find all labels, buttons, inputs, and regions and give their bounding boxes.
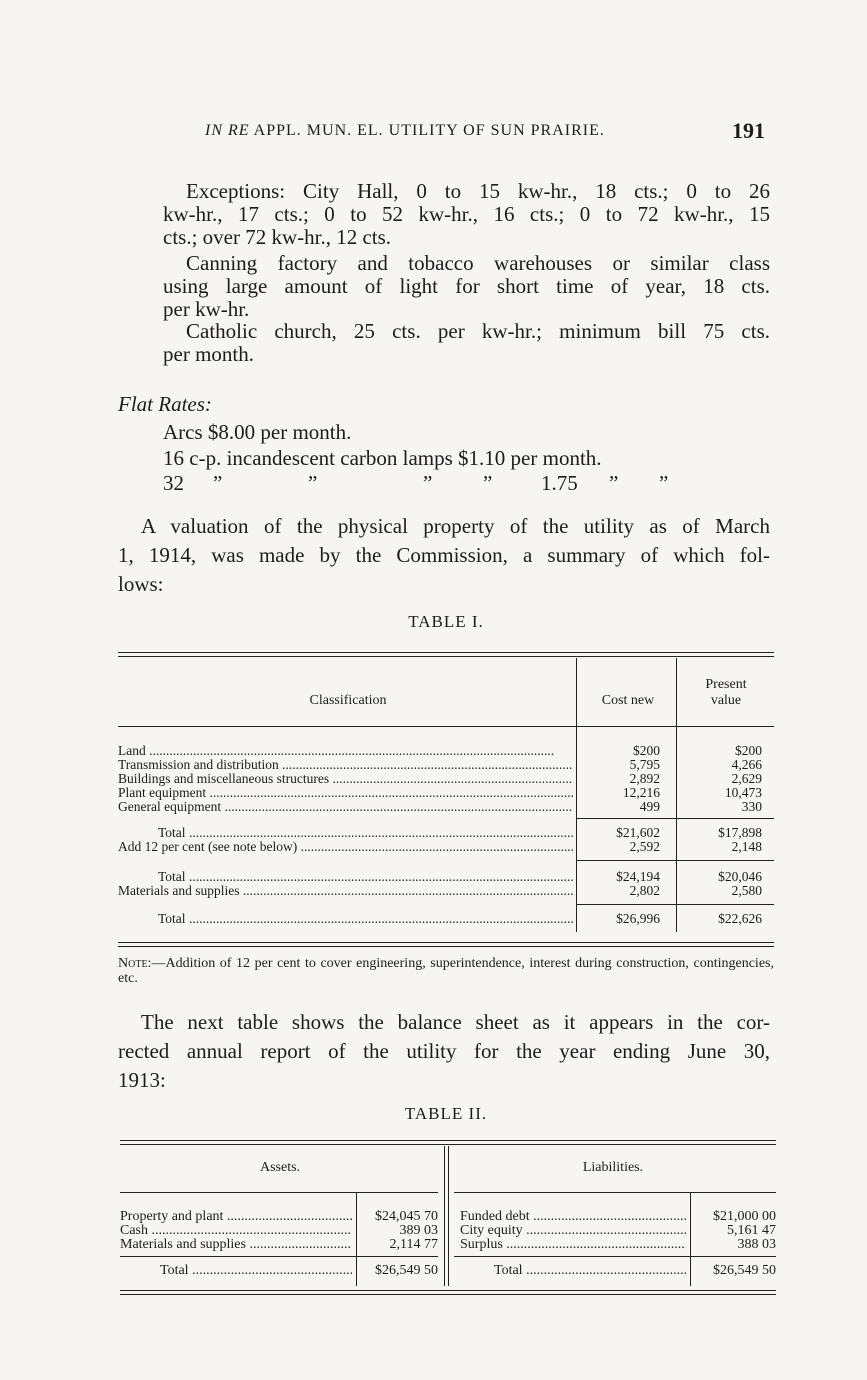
subtotal-rule: [576, 818, 774, 819]
table-2-caption: TABLE II.: [404, 1104, 488, 1123]
present-value-cell: 2,629: [731, 771, 762, 786]
present-value-cell: 330: [741, 799, 762, 814]
liability-label: Funded debt .....: [460, 1210, 686, 1224]
cost-new-cell: $24,194: [616, 869, 660, 884]
ditto-mark: ”: [213, 471, 223, 495]
assets-total-row: [160, 1264, 440, 1278]
subtotal-rule: [576, 904, 774, 905]
present-value-cell: $200: [735, 743, 762, 758]
valuation-line-1: A valuation of the physical property of the utility as of March: [141, 514, 770, 538]
liabilities-header: Liabilities.: [582, 1160, 644, 1175]
present-value-cell: $17,898: [718, 825, 762, 840]
table-row: [118, 786, 774, 800]
row-label: Plant equipment .....: [118, 786, 573, 800]
ditto-mark: ”: [609, 471, 619, 495]
assets-total-rule: [120, 1256, 438, 1257]
note-text: —Addition of 12 per cent to cover engineering, superintendence, interest during construction, contingencies, etc.: [118, 956, 774, 986]
row-label: Buildings and miscellaneous structures .....: [118, 772, 573, 786]
cost-new-cell: $200: [633, 743, 660, 758]
table-row: [118, 912, 774, 926]
canning-line-3: per kw-hr.: [163, 297, 250, 321]
table-1-caption: TABLE I.: [408, 612, 484, 631]
flat-rates-32cp-price: 1.75: [541, 471, 578, 495]
asset-label: Property and plant .....: [120, 1210, 352, 1224]
table-row: [118, 840, 774, 854]
assets-header-rule: [120, 1192, 438, 1193]
table-row: [118, 884, 774, 898]
table-row: [120, 1210, 440, 1224]
asset-amount: 389 03: [399, 1223, 438, 1238]
assets-total-label: Total .....: [160, 1264, 352, 1278]
valuation-paragraph: [118, 512, 770, 599]
ditto-mark: ”: [308, 471, 318, 495]
table-row: [118, 744, 774, 758]
asset-label: Cash .....: [120, 1224, 352, 1238]
liabilities-header-rule: [454, 1192, 776, 1193]
row-label: General equipment .....: [118, 800, 573, 814]
cost-new-cell: 12,216: [622, 785, 660, 800]
table-2-bottom-rule: [120, 1290, 776, 1295]
flat-rates-arcs: Arcs $8.00 per month.: [163, 420, 352, 444]
present-value-cell: 2,580: [731, 883, 762, 898]
table-row: [118, 758, 774, 772]
present-value-cell: 2,148: [731, 839, 762, 854]
liabilities-total-row: [494, 1264, 776, 1278]
balance-intro-paragraph: [118, 1008, 770, 1095]
valuation-line-2: 1, 1914, was made by the Commission, a summary of which fol-: [118, 543, 770, 567]
cost-new-cell: 2,802: [629, 883, 660, 898]
present-value-cell: $22,626: [718, 911, 762, 926]
header-classification: Classification: [309, 693, 387, 708]
table-row: [120, 1238, 440, 1252]
ditto-mark: ”: [423, 471, 433, 495]
liability-label: City equity .....: [460, 1224, 686, 1238]
cost-new-cell: $26,996: [616, 911, 660, 926]
cost-new-cell: $21,602: [616, 825, 660, 840]
table-2-center-rule: [448, 1146, 449, 1286]
row-label: Materials and supplies .....: [118, 884, 573, 898]
row-label: Total .....: [158, 912, 573, 926]
cost-new-cell: 5,795: [629, 757, 660, 772]
exceptions-line-1: Exceptions: City Hall, 0 to 15 kw-hr., 18 cts.; 0 to 26: [186, 179, 770, 203]
liabilities-total-rule: [454, 1256, 776, 1257]
cost-new-cell: 499: [639, 799, 660, 814]
table-2-top-rule: [120, 1140, 776, 1145]
present-value-cell: $20,046: [718, 869, 762, 884]
page-number: 191: [732, 118, 765, 143]
liability-amount: $21,000 00: [713, 1209, 776, 1224]
ditto-mark: ”: [483, 471, 493, 495]
row-label: Add 12 per cent (see note below) .....: [118, 840, 573, 854]
catholic-paragraph: [163, 320, 770, 366]
table-row: [118, 870, 774, 884]
exceptions-paragraph: [163, 180, 770, 249]
header-present-value-line-1: Present: [705, 677, 747, 692]
canning-paragraph: [163, 252, 770, 321]
row-label: Total .....: [158, 870, 573, 884]
table-row: [460, 1210, 776, 1224]
header-cost-new: Cost new: [601, 693, 655, 708]
table-1-note: [118, 956, 774, 986]
row-label: Total .....: [158, 826, 573, 840]
row-label: Land .....: [118, 744, 573, 758]
note-label: Note:: [118, 956, 152, 971]
header-present-value-line-2: value: [710, 693, 742, 708]
cost-new-cell: 2,892: [629, 771, 660, 786]
present-value-cell: 4,266: [731, 757, 762, 772]
assets-total-amount: $26,549 50: [375, 1263, 438, 1278]
table-row: [118, 826, 774, 840]
liability-label: Surplus .....: [460, 1238, 686, 1252]
asset-amount: $24,045 70: [375, 1209, 438, 1224]
table-2: [120, 1140, 776, 1278]
subtotal-rule: [576, 860, 774, 861]
valuation-line-3: lows:: [118, 572, 164, 596]
asset-label: Materials and supplies .....: [120, 1238, 352, 1252]
flat-rates-heading: Flat Rates:: [118, 392, 212, 416]
table-row: [120, 1224, 440, 1238]
header-present-value: [678, 677, 774, 709]
table-2-center-rule: [444, 1146, 445, 1286]
liabilities-total-amount: $26,549 50: [713, 1263, 776, 1278]
flat-rates-32cp: [163, 471, 723, 495]
liability-amount: 5,161 47: [727, 1223, 776, 1238]
row-label: Transmission and distribution .....: [118, 758, 573, 772]
table-1: [118, 652, 774, 926]
cost-new-cell: 2,592: [629, 839, 660, 854]
running-head-title: APPL. MUN. EL. UTILITY OF SUN PRAIRIE.: [253, 122, 605, 139]
balance-intro-line-1: The next table shows the balance sheet as it appears in the cor-: [141, 1010, 770, 1034]
running-head: [205, 122, 770, 140]
assets-header: Assets.: [259, 1160, 301, 1175]
table-row: [118, 772, 774, 786]
table-row: [460, 1224, 776, 1238]
present-value-cell: 10,473: [724, 785, 762, 800]
balance-intro-line-2: rected annual report of the utility for the year ending June 30,: [118, 1039, 770, 1063]
exceptions-line-2: kw-hr., 17 cts.; 0 to 52 kw-hr., 16 cts.; 0 to 72 kw-hr., 15: [163, 202, 770, 226]
flat-rates-16cp: 16 c-p. incandescent carbon lamps $1.10 per month.: [163, 446, 602, 470]
table-row: [460, 1238, 776, 1252]
catholic-line-2: per month.: [163, 342, 254, 366]
catholic-line-1: Catholic church, 25 cts. per kw-hr.; minimum bill 75 cts.: [186, 319, 770, 343]
balance-intro-line-3: 1913:: [118, 1068, 166, 1092]
ditto-mark: ”: [659, 471, 669, 495]
flat-rates-32cp-number: 32: [163, 471, 184, 495]
running-head-in-re: IN RE: [205, 122, 250, 139]
exceptions-line-3: cts.; over 72 kw-hr., 12 cts.: [163, 225, 392, 249]
canning-line-1: Canning factory and tobacco warehouses or similar class: [186, 251, 770, 275]
liability-amount: 388 03: [737, 1237, 776, 1252]
liabilities-total-label: Total .....: [494, 1264, 686, 1278]
asset-amount: 2,114 77: [389, 1237, 438, 1252]
table-row: [118, 800, 774, 814]
canning-line-2: using large amount of light for short time of year, 18 cts.: [163, 274, 770, 298]
table-1-bottom-rule: [118, 942, 774, 947]
